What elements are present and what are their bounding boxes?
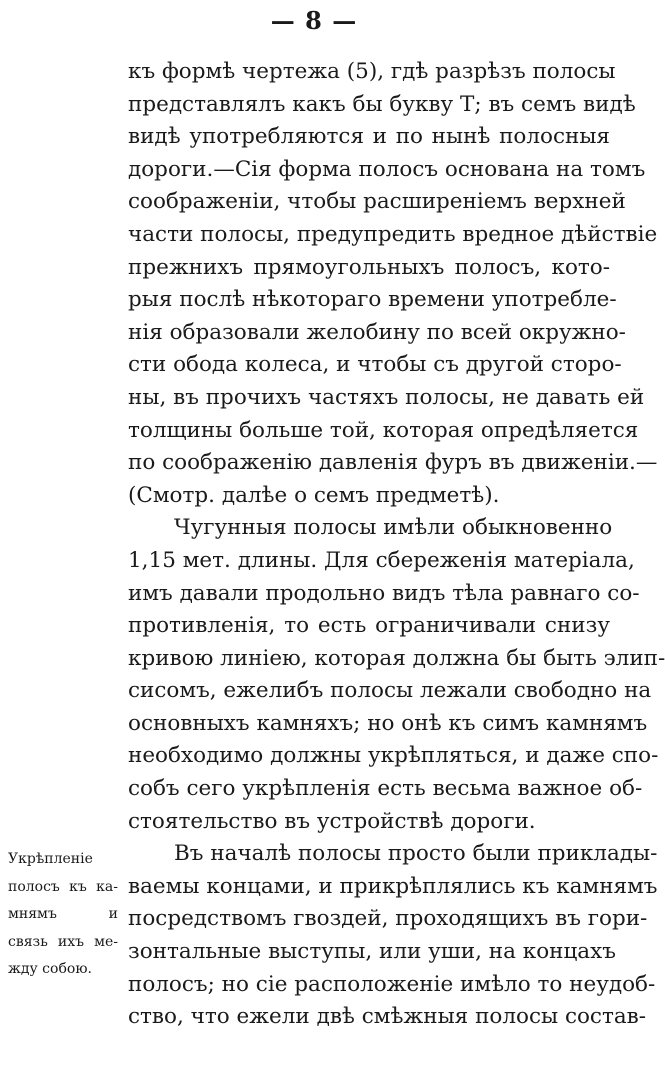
text-line: сти обода колеса, и чтобы съ другой сторо- (128, 352, 622, 378)
text-line: основныхъ камняхъ; но онѣ къ симъ камнямъ (128, 710, 648, 736)
paragraph-3 (128, 838, 658, 1034)
marginal-note (8, 846, 118, 984)
paragraph-2 (128, 512, 665, 838)
text-line: 1,15 мет. длины. Для сбереженія матеріала, (128, 547, 635, 573)
text-line: части полосы, предупредить вредное дѣйствіе (128, 221, 658, 247)
text-line: ны, въ прочихъ частяхъ полосы, не давать ей (128, 384, 645, 410)
text-line: Чугунныя полосы имѣли обыкновенно (174, 515, 613, 541)
text-line: къ формѣ чертежа (5), гдѣ разрѣзъ полосы (128, 59, 616, 84)
text-line: имъ давали продольно видъ тѣла равнаго со- (128, 580, 640, 606)
marginal-note-line: жду собою. (8, 961, 92, 978)
text-line: кривою линіею, которая должна бы быть элип- (128, 645, 665, 671)
marginal-note-line: полосъ къ ка- (8, 878, 118, 895)
body-text (128, 56, 665, 1034)
text-line: зонтальные выступы, или уши, на концахъ (128, 939, 616, 965)
text-line: ство, что ежели двѣ смѣжныя полосы состав- (128, 1004, 647, 1030)
text-line: посредствомъ гвоздей, проходящихъ въ гори- (128, 906, 648, 932)
text-line: сисомъ, ежелибъ полосы лежали свободно на (128, 678, 652, 704)
page-number: — 8 — (270, 6, 358, 35)
text-line: Въ началѣ полосы просто были приклады- (174, 841, 658, 867)
marginal-note-line: связь ихъ ме- (8, 933, 118, 950)
paragraph-1 (128, 56, 658, 512)
marginal-note-line: Укрѣпленіе (8, 851, 93, 867)
text-line: толщины больше той, которая опредѣляется (128, 417, 639, 443)
text-line: полосъ; но сіе расположеніе имѣло то неудоб- (128, 971, 656, 997)
text-line: видѣ употребляются и по нынѣ полосныя (128, 124, 610, 150)
text-line: дороги.—Сія форма полосъ основана на томъ (128, 156, 646, 182)
text-line: необходимо должны укрѣпляться, и даже спо- (128, 743, 659, 769)
text-line: нія образовали желобину по всей окружно- (128, 319, 626, 345)
text-line: противленія, то есть ограничивали снизу (128, 613, 610, 639)
text-line: по соображенію давленія фуръ въ движеніи.— (128, 450, 658, 476)
text-line: прежнихъ прямоугольныхъ полосъ, кото- (128, 254, 610, 280)
text-line: рыя послѣ нѣкотораго времени употребле- (128, 287, 617, 313)
marginal-note-line: мнямъ и (8, 906, 118, 923)
text-line: стоятельство въ устройствѣ дороги. (128, 808, 536, 834)
text-line: соображеніи, чтобы расширеніемъ верхней (128, 189, 626, 215)
text-line: (Смотр. далѣе о семъ предметѣ). (128, 482, 500, 508)
text-line: представлялъ какъ бы букву Т; въ семъ видѣ (128, 91, 636, 117)
text-line: собъ сего укрѣпленія есть весьма важное об- (128, 776, 643, 802)
text-line: ваемы концами, и прикрѣплялись къ камнямъ (128, 873, 658, 899)
